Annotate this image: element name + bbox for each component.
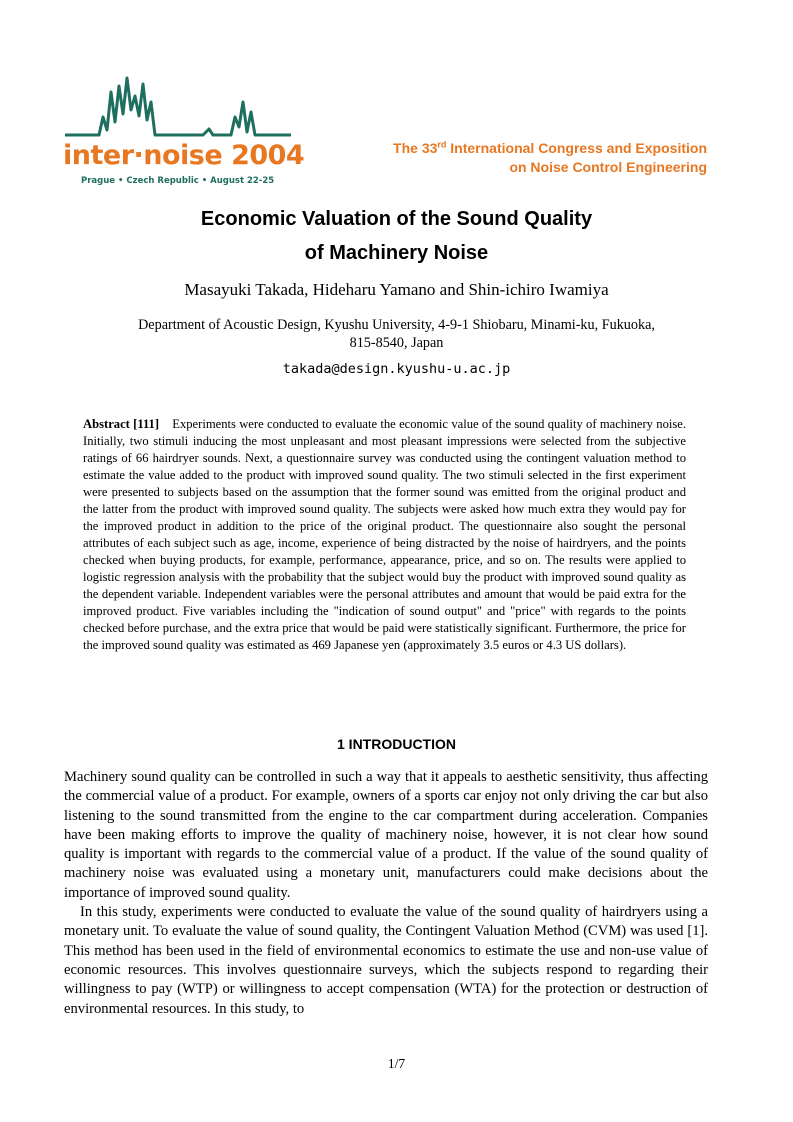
title-line-1: Economic Valuation of the Sound Quality <box>200 208 593 230</box>
intro-paragraph-1: Machinery sound quality can be controlled in such a way that it appeals to aesthetic sensitivity, thus affecting the commercial value of a product. For example, owners of a sports car enjoy not only driving the car but also listening to the sound transmitted from the engine to the car compartment during acceleration. Companies have been making efforts to improve the quality of machinery noise, however, it is not clear how sound quality is important with regards to the commercial value of a product. If the value of the sound quality of machinery noise was evaluated using a monetary unit, manufacturers could make decisions about the importance of improved sound quality. <box>64 769 708 901</box>
affiliation <box>80 316 713 352</box>
conference-logo <box>63 72 305 192</box>
affiliation-line-1: Department of Acoustic Design, Kyushu University, 4-9-1 Shiobaru, Minami-ku, Fukuoka, <box>138 317 655 333</box>
introduction-body <box>64 768 708 1019</box>
paper-title <box>0 202 793 270</box>
title-line-2: of Machinery Noise <box>304 242 489 264</box>
affiliation-line-2: 815-8540, Japan <box>349 335 444 351</box>
abstract-label: Abstract [111] <box>83 417 160 431</box>
skyline-graphic <box>63 72 295 142</box>
abstract <box>83 416 686 654</box>
conference-line-1: The 33rd International Congress and Exposition <box>393 139 707 156</box>
abstract-text: Experiments were conducted to evaluate the economic value of the sound quality of machinery noise. Initially, two stimuli inducing the most unpleasant and most pleasant impressions were selected from the subjective ratings of 66 hairdryer sounds. Next, a questionnaire survey was conducted using the contingent valuation method to estimate the value added to the product with improved sound quality. The two stimuli selected in the first experiment were presented to subjects based on the assumption that the former sound was emitted from the original product and the latter from the product with improved sound quality. The subjects were asked how much extra they would pay for the improved product in addition to the price of the original product. The questionnaire also sought the personal attributes of each subject such as age, income, experience of being distracted by the noise of hairdryers, and the points checked when buying products, for example, performance, appearance, price, and so on. The results were applied to logistic regression analysis with the probability that the subject would buy the product with improved sound quality as the dependent variable. Independent variables were the personal attributes and amount that would be paid extra for the improved product. Five variables including the "indication of sound output" and "price" with regards to the points checked before purchase, and the extra price that would be paid were statistically significant. Furthermore, the price for the improved sound quality was estimated as 469 Japanese yen (approximately 3.5 euros or 4.3 US dollars). <box>83 417 687 652</box>
page-number: 1/7 <box>387 1056 406 1071</box>
conference-title <box>393 139 707 177</box>
authors: Masayuki Takada, Hideharu Yamano and Shin-ichiro Iwamiya <box>184 280 609 299</box>
logo-tagline: Prague • Czech Republic • August 22-25 <box>81 176 275 186</box>
intro-paragraph-2: In this study, experiments were conducted to evaluate the value of the sound quality of hairdryers using a monetary unit. To evaluate the value of sound quality, the Contingent Valuation Method (CVM) was used [1]. This method has been used in the field of environmental economics to estimate the use and non-use value of economic resources. This involves questionnaire surveys, which the subjects respond to regarding their willingness to pay (WTP) or willingness to accept compensation (WTA) for the protection or destruction of environmental resources. In this study, to <box>64 904 708 1017</box>
conference-line-2: on Noise Control Engineering <box>509 159 707 175</box>
logo-wordmark: inter·noise 2004 <box>63 140 305 171</box>
author-email: takada@design.kyushu-u.ac.jp <box>282 361 511 377</box>
section-heading: 1 INTRODUCTION <box>337 736 456 752</box>
